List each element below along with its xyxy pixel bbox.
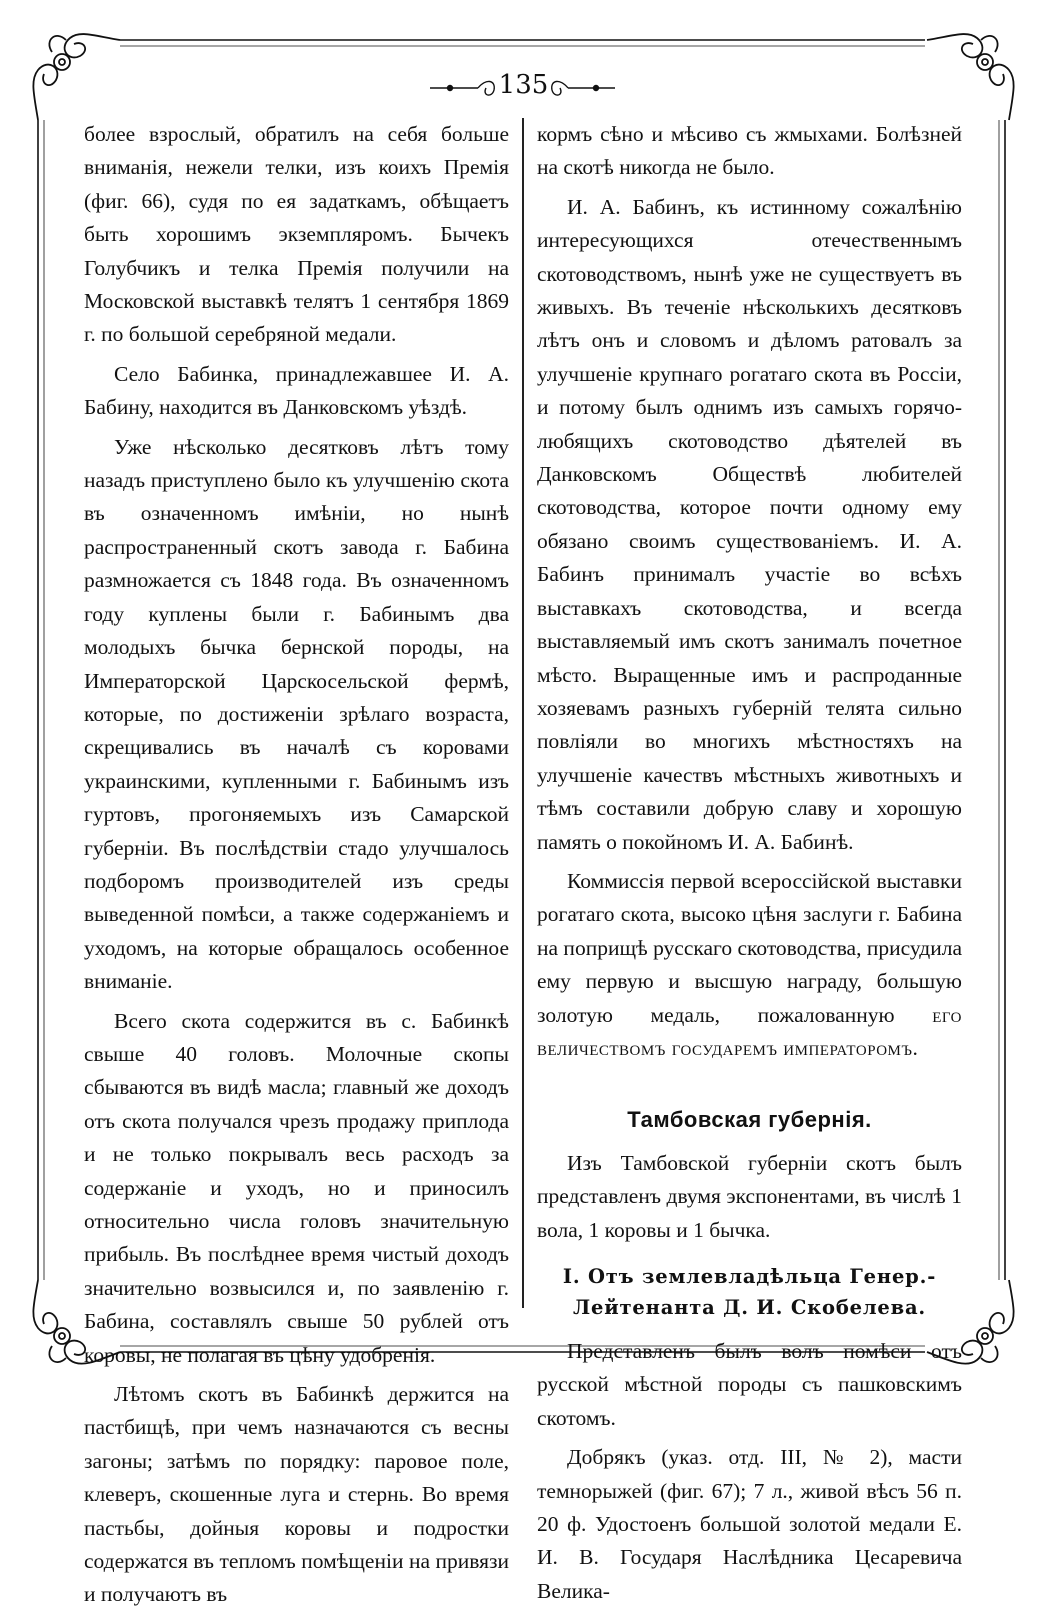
paragraph: Изъ Тамбовской губерніи скотъ былъ представленъ двумя экспонентами, въ числѣ 1 вола, 1 коровы и 1 бычка. [537, 1150, 962, 1242]
paragraph: Уже нѣсколько десятковъ лѣтъ тому назадъ приступлено было къ улучшенію скота въ означенномъ имѣніи, но нынѣ распространенный скотъ завода г. Бабина размножается съ 1848 года. Въ означенномъ году куплены были г. Бабинымъ два молодыхъ бычка бернской породы, на Императорской Царскосельской фермѣ, которые, по достиженіи зрѣлаго возраста, скрещивались въ началѣ съ коровами украинскими, купленными г. Бабинымъ изъ гуртовъ, прогоняемыхъ изъ Самарской губерніи. Въ послѣдствіи стадо улучшалось подборомъ производителей изъ среды выведенной помѣси, а также содержаніемъ и уходомъ, на которые обращалось особенное вниманіе. [84, 434, 509, 994]
paragraph: Село Бабинка, принадлежавшее И. А. Бабину, находится въ Данковскомъ уѣздѣ. [84, 361, 509, 420]
page-number: 135 [498, 70, 549, 100]
paragraph: кормъ сѣно и мѣсиво съ жмыхами. Болѣзней на скотѣ никогда не было. [537, 122, 962, 180]
imperial-title: его величествомъ государемъ императоромъ. [537, 1002, 962, 1060]
paragraph: Добрякъ (указ. отд. III, № 2), масти темнорыжей (фиг. 67); 7 л., живой вѣсъ 56 п. 20 ф. Удостоенъ большой золотой медали Е. И. В. Государя Наслѣдника Цесаревича Велика- [537, 1445, 962, 1603]
column-divider [522, 118, 524, 1308]
paragraph-text: Коммиссія первой всероссійской выставки рогатаго скота, высоко цѣня заслуги г. Бабина на поприщѣ русскаго скотоводства, присудила ему первую и высшую награду, большую золотую медаль, пожалованную [537, 868, 962, 1027]
subsection-title: I. Отъ землевладѣльца Генер.-Лейтенанта Д. И. Скобелева. [562, 1265, 937, 1319]
section-title: Тамбовская губернія. [627, 1107, 872, 1133]
paragraph: более взрослый, обратилъ на себя больше вниманія, нежели телки, изъ коихъ Премія (фиг. 66), судя по ея задаткамъ, обѣщаетъ быть хорошимъ экземпляромъ. Бычекъ Голубчикъ и телка Премія получили на Московской выставкѣ телятъ 1 сентября 1869 г. по большой серебряной медали. [84, 122, 509, 347]
page-header [0, 70, 1047, 100]
left-column [84, 118, 509, 1612]
right-column [537, 118, 962, 1608]
paragraph: И. А. Бабинъ, къ истинному сожалѣнію интересующихся отечественнымъ скотоводствомъ, нынѣ уже не существуетъ въ живыхъ. Въ теченіе нѣсколькихъ десятковъ лѣтъ онъ и словомъ и дѣломъ ратовалъ за улучшеніе крупнаго рогатаго скота въ Россіи, и потому былъ однимъ изъ самыхъ горячо-любящихъ скотоводство дѣятелей въ Данковскомъ Обществѣ любителей скотоводства, которое почти одному ему обязано своимъ существованіемъ. И. А. Бабинъ принималъ участіе во всѣхъ выставкахъ скотоводства, и всегда выставляемый имъ скотъ занималъ почетное мѣсто. Выращенные имъ и распроданные хозяевамъ разныхъ губерній телята сильно повліяли во многихъ мѣстностяхъ на улучшеніе качествъ мѣстныхъ животныхъ и тѣмъ составили добрую славу и хорошую память о покойномъ И. А. Бабинѣ. [537, 194, 962, 854]
paragraph: Всего скота содержится въ с. Бабинкѣ свыше 40 головъ. Молочные скопы сбываются въ видѣ масла; главный же доходъ отъ скота получался чрезъ продажу приплода и не только покрывалъ весь расходъ за содержаніе и уходъ, но и приносилъ относительно числа головъ значительную прибыль. Въ послѣднее время чистый доходъ значительно возвысился и, по заявленію г. Бабина, составлялъ свыше 50 рублей отъ коровы, не полагая въ цѣну удобренія. [84, 1008, 509, 1367]
paragraph [537, 865, 962, 1065]
paragraph: Представленъ былъ волъ помѣси отъ русской мѣстной породы съ пашковскимъ скотомъ. [537, 1339, 962, 1430]
paragraph: Лѣтомъ скотъ въ Бабинкѣ держится на пастбищѣ, при чемъ назначаются съ весны загоны; затѣмъ по порядку: паровое поле, клеверъ, скошенные луга и стернь. Во время пастьбы, дойныя коровы и подростки содержатся въ тепломъ помѣщеніи на привязи и получаютъ въ [84, 1382, 509, 1607]
